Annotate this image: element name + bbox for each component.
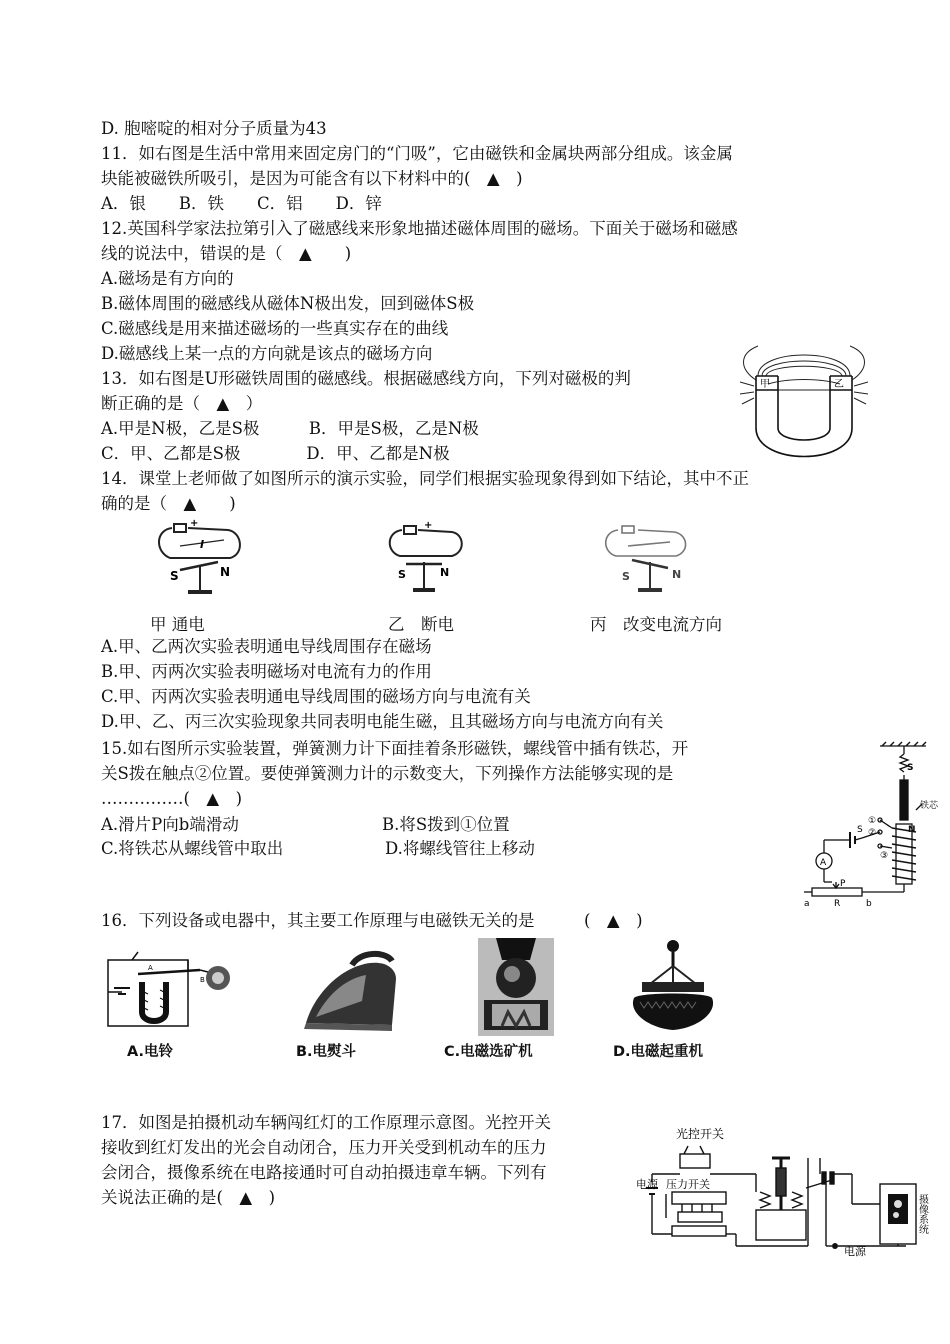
q12-line-1: 12.英国科学家法拉第引入了磁感线来形象地描述磁体周围的磁场。下面关于磁场和磁感	[101, 219, 738, 238]
q13-options-ab: A.甲是N极，乙是S极 B．甲是S极，乙是N极	[101, 419, 479, 438]
q15-ammeter-label: A	[820, 858, 827, 868]
q16-iron-figure	[300, 945, 400, 1035]
q14-north-label: N	[440, 566, 450, 579]
q15-option-b: B.将S拨到①位置	[382, 815, 510, 834]
q11-line-1: 11．如右图是生活中常用来固定房门的“门吸”，它由磁铁和金属块两部分组成。该金属	[101, 144, 733, 163]
q12-line-2: 线的说法中，错误的是（ ▲ )	[101, 244, 352, 263]
q14-line-1: 14．课堂上老师做了如图所示的演示实验，同学们根据实验现象得到如下结论，其中不正	[101, 469, 749, 488]
q15-option-c: C.将铁芯从螺线管中取出	[101, 839, 284, 858]
q16-caption-d: D.电磁起重机	[613, 1044, 704, 1060]
q14-line-2: 确的是（ ▲ )	[101, 494, 236, 513]
q15-option-a: A.滑片P向b端滑动	[101, 815, 239, 834]
q17-camera-label: 摄像系统	[916, 1194, 928, 1234]
q12-option-b: B.磁体周围的磁感线从磁体N极出发，回到磁体S极	[101, 294, 475, 313]
q15-s-label: S	[907, 763, 914, 773]
q12-option-d: D.磁感线上某一点的方向就是该点的磁场方向	[101, 344, 433, 363]
q16-line: 16．下列设备或电器中，其主要工作原理与电磁铁无关的是 ( ▲ )	[101, 911, 643, 930]
q14-figure-bing	[598, 518, 698, 598]
q14-south-label: S	[398, 568, 406, 581]
q14-option-d: D.甲、乙、丙三次实验现象共同表明电能生磁，且其磁场方向与电流方向有关	[101, 712, 664, 731]
q14-option-b: B.甲、丙两次实验表明磁场对电流有力的作用	[101, 662, 432, 681]
q15-a-label: a	[804, 899, 810, 909]
q15-option-d: D.将螺线管往上移动	[385, 839, 535, 858]
q14-south-label: S	[622, 570, 630, 583]
q13-options-cd: C．甲、乙都是S极 D．甲、乙都是N极	[101, 444, 450, 463]
q12-option-c: C.磁感线是用来描述磁场的一些真实存在的曲线	[101, 319, 449, 338]
q15-p-label: P	[840, 879, 846, 889]
q14-caption-bing: 丙 改变电流方向	[590, 615, 722, 634]
q15-b-label: b	[866, 899, 872, 909]
q17-power-label-bottom: 电源	[844, 1245, 866, 1258]
q16-crane-figure	[628, 938, 718, 1036]
q15-line-2: 关S拨在触点②位置。要使弹簧测力计的示数变大，下列操作方法能够实现的是	[101, 764, 674, 783]
q15-circuit-figure	[800, 740, 946, 910]
q16-bell-label-a: A	[148, 964, 153, 972]
q15-line-3: ……………( ▲ )	[101, 789, 243, 808]
q14-south-label: S	[170, 569, 179, 583]
q16-separator-figure	[478, 938, 554, 1036]
q11-options: A．银 B．铁 C．铝 D．锌	[101, 194, 382, 213]
q16-caption-a: A.电铃	[127, 1044, 173, 1060]
q12-option-a: A.磁场是有方向的	[101, 269, 234, 288]
u-magnet-figure	[738, 338, 870, 468]
q16-caption-b: B.电熨斗	[296, 1044, 357, 1060]
q17-line-1: 17．如图是拍摄机动车辆闯红灯的工作原理示意图。光控开关	[101, 1113, 551, 1132]
q14-caption-jia: 甲 通电	[150, 615, 205, 634]
q15-contact-3: ③	[880, 851, 889, 861]
q13-line-2: 断正确的是（ ▲ ）	[101, 394, 263, 413]
u-magnet-label-right: 乙	[834, 379, 844, 390]
q17-circuit-figure	[636, 1118, 938, 1262]
q17-power-label-left: 电源	[636, 1178, 658, 1191]
q16-caption-c: C.电磁选矿机	[444, 1044, 533, 1060]
q11-line-2: 块能被磁铁所吸引，是因为可能含有以下材料中的( ▲ )	[101, 169, 523, 188]
q17-pressure-switch-label: 压力开关	[666, 1178, 710, 1191]
q14-current-label: I	[200, 538, 205, 551]
q17-line-3: 会闭合，摄像系统在电路接通时可自动拍摄违章车辆。下列有	[101, 1163, 547, 1182]
q14-option-c: C.甲、丙两次实验表明通电导线周围的磁场方向与电流有关	[101, 687, 531, 706]
q14-north-label: N	[220, 565, 231, 579]
q14-north-label: N	[672, 568, 682, 581]
q14-figure-jia	[150, 518, 250, 600]
u-magnet-label-left: 甲	[760, 379, 770, 390]
q14-option-a: A.甲、乙两次实验表明通电导线周围存在磁场	[101, 637, 432, 656]
q15-contact-2: ②	[868, 828, 877, 838]
q13-line-1: 13．如右图是U形磁铁周围的磁感线。根据磁感线方向，下列对磁极的判	[101, 369, 631, 388]
q14-figure-yi	[380, 518, 470, 598]
q14-caption-yi: 乙 断电	[388, 615, 454, 634]
q14-plus-sign: +	[424, 520, 433, 531]
q15-switch-label: S	[857, 825, 863, 835]
q16-bell-label-b: B	[200, 976, 205, 984]
q15-line-1: 15.如右图所示实验装置，弹簧测力计下面挂着条形磁铁，螺线管中插有铁芯，开	[101, 739, 689, 758]
q17-light-switch-label: 光控开关	[676, 1127, 725, 1141]
q16-bell-figure	[104, 942, 234, 1034]
q15-contact-1: ①	[868, 816, 877, 826]
q14-plus-sign: +	[190, 518, 199, 529]
q17-line-2: 接收到红灯发出的光会自动闭合，压力开关受到机动车的压力	[101, 1138, 547, 1157]
q15-r-label: R	[834, 899, 841, 909]
q17-line-4: 关说法正确的是( ▲ )	[101, 1188, 276, 1207]
q15-n-label: N	[908, 825, 916, 835]
text-line: D. 胞嘧啶的相对分子质量为43	[101, 119, 327, 138]
q15-core-label: 铁芯	[920, 801, 939, 811]
